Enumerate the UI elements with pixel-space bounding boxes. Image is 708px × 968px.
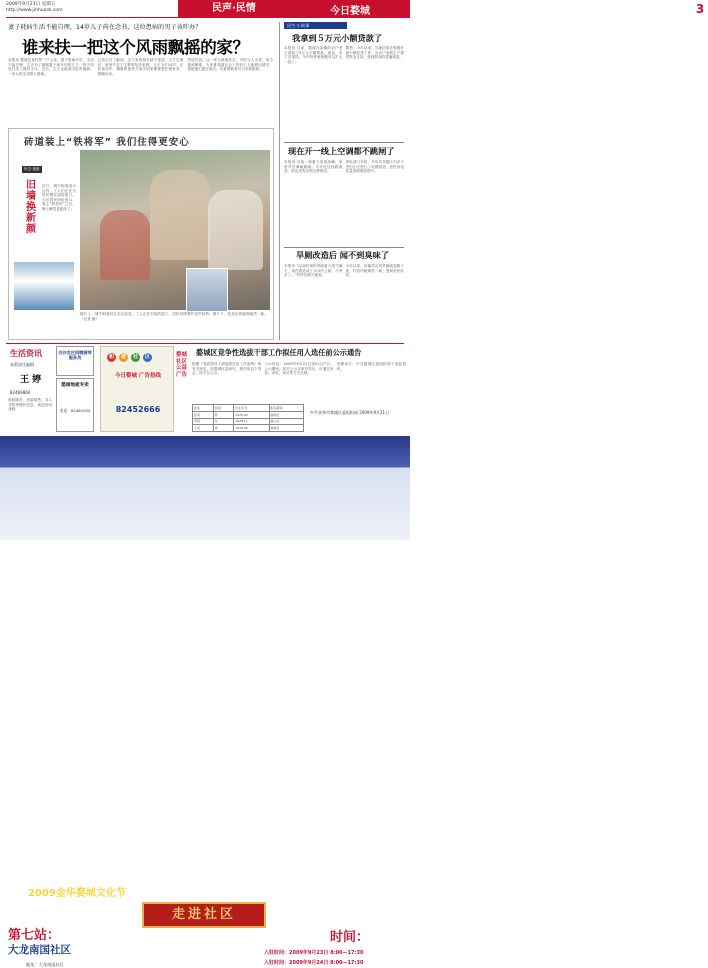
right-headline-1: 我拿到５万元小额贷款了 bbox=[292, 33, 383, 43]
notice-signature: 中共金华市婺城区委组织部 2009年9月21日 bbox=[310, 410, 390, 415]
masthead bbox=[320, 0, 705, 18]
table-cell: 1978.11 bbox=[234, 418, 269, 425]
table-cell: 出生年月 bbox=[234, 405, 269, 412]
banner-text-layer bbox=[0, 436, 410, 967]
inset-photo bbox=[186, 268, 228, 312]
table-row bbox=[193, 418, 304, 425]
banner-website: www.jinhuarb.com bbox=[306, 885, 349, 890]
paper-name: 今日婺城 bbox=[330, 6, 370, 17]
notice-title: 婺城区竞争性选拔干部工作拟任用人选任前公示通告 bbox=[196, 348, 362, 357]
floor-ad-phone: 电话：82461930 bbox=[59, 408, 91, 413]
story-column: 据悉，今年以来，当地信用社积极开展小额信贷工作，为农户发展生产提供资金支持，受到群众的普遍欢迎。 bbox=[345, 46, 404, 60]
table-cell: 男 bbox=[213, 425, 234, 432]
ad-dots bbox=[107, 353, 152, 362]
banner-festival: 婺城首届社区文化节 bbox=[26, 877, 73, 883]
table-cell: 1975.03 bbox=[234, 411, 269, 418]
page-header bbox=[0, 0, 705, 18]
banner-stop: 第七站： bbox=[8, 928, 61, 943]
photo-figure bbox=[208, 190, 263, 270]
banner-place: 大龙南国社区 bbox=[8, 944, 71, 956]
story-column: 本报讯 日前，婺城区某镇的农户老王拿到了5万元小额贷款。他说，有了这笔钱，今年的养殖规模可以扩大一倍了。 bbox=[284, 46, 343, 64]
notice-column: 根据《党政领导干部选拔任用工作条例》的有关规定，经婺城区委研究，拟任用以下同志，现予以公示。 bbox=[192, 362, 262, 376]
table-cell: 男 bbox=[213, 411, 234, 418]
table-row bbox=[193, 425, 304, 432]
ad-dot: 和 bbox=[108, 354, 114, 360]
right-story-3 bbox=[284, 264, 404, 340]
table-cell: 副局长 bbox=[269, 411, 303, 418]
table-cell: 副局长 bbox=[269, 425, 303, 432]
feature-vertical-title: 旧墙换新颜 bbox=[26, 180, 36, 235]
story-column: 今年以来，该镇共完成旱厕改造数十座，村容村貌焕然一新，受到村民好评。 bbox=[345, 264, 404, 278]
section-divider bbox=[6, 343, 404, 344]
editor-name: 王 婷 bbox=[20, 375, 42, 385]
building-photo bbox=[14, 262, 74, 310]
table-cell: 张某 bbox=[193, 411, 214, 418]
banner-time-2: 入驻时间：2009年9月24日 8:00—17:30 bbox=[264, 960, 364, 966]
recruit-ad bbox=[56, 346, 94, 376]
right-story-2 bbox=[284, 160, 404, 246]
table-cell: 性别 bbox=[213, 405, 234, 412]
banner-time-1: 入驻时间：2009年9月23日 8:00—17:30 bbox=[264, 950, 364, 956]
banner-sponsor: 主办单位：婺城区委宣传部 bbox=[290, 879, 346, 884]
publish-date: 2009年9月21日 星期五 bbox=[6, 2, 56, 7]
page-number-badge: 3 bbox=[692, 1, 708, 17]
story-column: 邻居们说，这一家人都很朴实，平时与人为善。如今遇到困难，大家都希望社会上的好心人能伸出援手，帮助他们渡过难关。有意帮助者可与本报联系。 bbox=[187, 58, 274, 72]
story-column: 本报讯 婺城区某村的一户人家，妻子患病多年，生活不能自理，丈夫为了照顾妻子和年幼的儿子，每天四处打零工维持生计。近日，丈夫也被查出患有重病，一家人的生活陷入困境。 bbox=[8, 58, 94, 76]
story-column: 本报讯 “以前村里的旱厕夏天臭气熏天，现在改造成了水冲式公厕，干净多了。”村民们高兴地说。 bbox=[284, 264, 343, 278]
ad-dot: 谐 bbox=[120, 354, 126, 360]
right-column-tag: 民生·小故事 bbox=[284, 22, 347, 29]
story-body bbox=[8, 58, 273, 118]
banner-contact: 地址：大龙南国社区 bbox=[26, 962, 64, 967]
ad-dot: 区 bbox=[144, 354, 150, 360]
recruit-ad-text: 白沙农庄招聘厨师服务员 bbox=[58, 350, 92, 360]
table-cell: 副主任 bbox=[269, 418, 303, 425]
floor-ad bbox=[56, 378, 94, 432]
story-headline: 谁来扶一把这个风雨飘摇的家？ bbox=[22, 38, 249, 57]
public-service-ad bbox=[100, 346, 174, 432]
ad-dot: 社 bbox=[132, 354, 138, 360]
section-label: 民声·民情 bbox=[178, 0, 328, 18]
table-cell: 1976.06 bbox=[234, 425, 269, 432]
story-divider bbox=[284, 142, 404, 143]
vertical-ad-text: 婺城社区公益广告 bbox=[176, 352, 188, 378]
feature-side-text: 近日，城中街道某小区内，工人们正在为居民楼安装防盗门。小区居民纷纷表示，装上“铁将军”之后，晚上睡觉更踏实了。 bbox=[42, 184, 76, 211]
date-line bbox=[6, 2, 63, 13]
notice-body bbox=[192, 362, 406, 402]
story-kicker: 妻子耗病生活不能自理，14岁儿子尚在念书，这位患病的男子该咋办？ bbox=[8, 24, 202, 31]
story-column: 记者走访了解到，这个家庭原本就不富裕，丈夫生病后，家里失去了主要的经济来源。儿子今年14岁，正在读初中，懂事的他每天放学回家都要帮忙做家务、照顾母亲。 bbox=[97, 58, 184, 76]
life-info-text: 家政服务、房屋租售、寻人寻物等便民信息，欢迎来电登载。 bbox=[8, 398, 52, 412]
banner-year: 2009金华婺城文化节 bbox=[28, 888, 126, 899]
story-column: 本报讯 以前一到夏天用电高峰，家里开空调就跳闸。今年经过线路改造，再也没有出现这种情况。 bbox=[284, 160, 343, 174]
notice-column: 公示时间：2009年9月21日至9月27日。公示期间，如对公示对象有异议，可通过来信、来电、来访等方式反映。 bbox=[264, 362, 334, 376]
photo-figure bbox=[150, 170, 210, 260]
column-divider bbox=[279, 22, 280, 340]
floor-ad-title: 婺城地板专卖 bbox=[61, 383, 89, 388]
notice-column: 受理单位：中共婺城区委组织部干部监督科。 bbox=[336, 362, 406, 371]
column-tag: 民生·视窗 bbox=[24, 167, 40, 171]
feature-caption: 图片上：城中街道旧住宅区改造，工人正在安装防盗门，居民们围观并连声称赞。图片下：改造后的墙面焕然一新。（记者 摄） bbox=[80, 312, 268, 321]
right-headline-3: 旱厕改造后 闻不到臭味了 bbox=[296, 250, 389, 260]
table-cell: 王某 bbox=[193, 425, 214, 432]
life-info-subtitle: 本版责任编辑 bbox=[10, 362, 34, 367]
ad-slogan: 今日婺城 广告热线 bbox=[115, 373, 161, 379]
story-column: 供电部门介绍，今年共对辖区内多个老旧小区进行了电网改造，居民用电质量得到明显提升。 bbox=[345, 160, 404, 174]
story-divider bbox=[284, 247, 404, 248]
photo-figure bbox=[100, 210, 150, 280]
table-cell: 李某 bbox=[193, 418, 214, 425]
table-cell: 女 bbox=[213, 418, 234, 425]
website: http://www.jinhuarb.com bbox=[6, 7, 63, 13]
ad-phone: 82452666 bbox=[115, 405, 161, 414]
life-info-title: 生活资讯 bbox=[10, 349, 42, 358]
table-row bbox=[193, 405, 304, 412]
feature-title: 砖道装上“铁将军” 我们住得更安心 bbox=[24, 137, 190, 148]
right-story-1 bbox=[284, 46, 404, 140]
table-row bbox=[193, 411, 304, 418]
right-headline-2: 现在开一线上空调都不跳闸了 bbox=[288, 146, 395, 156]
banner-time-label: 时间： bbox=[330, 930, 370, 945]
header-divider bbox=[6, 17, 404, 18]
feature-photo bbox=[80, 150, 270, 310]
candidate-table bbox=[192, 404, 304, 432]
table-cell: 姓名 bbox=[193, 405, 214, 412]
banner-scroll-title: 走进社区 bbox=[142, 902, 266, 928]
editor-phone: 82469860 bbox=[10, 390, 31, 395]
table-cell: 拟任职务 bbox=[269, 405, 303, 412]
